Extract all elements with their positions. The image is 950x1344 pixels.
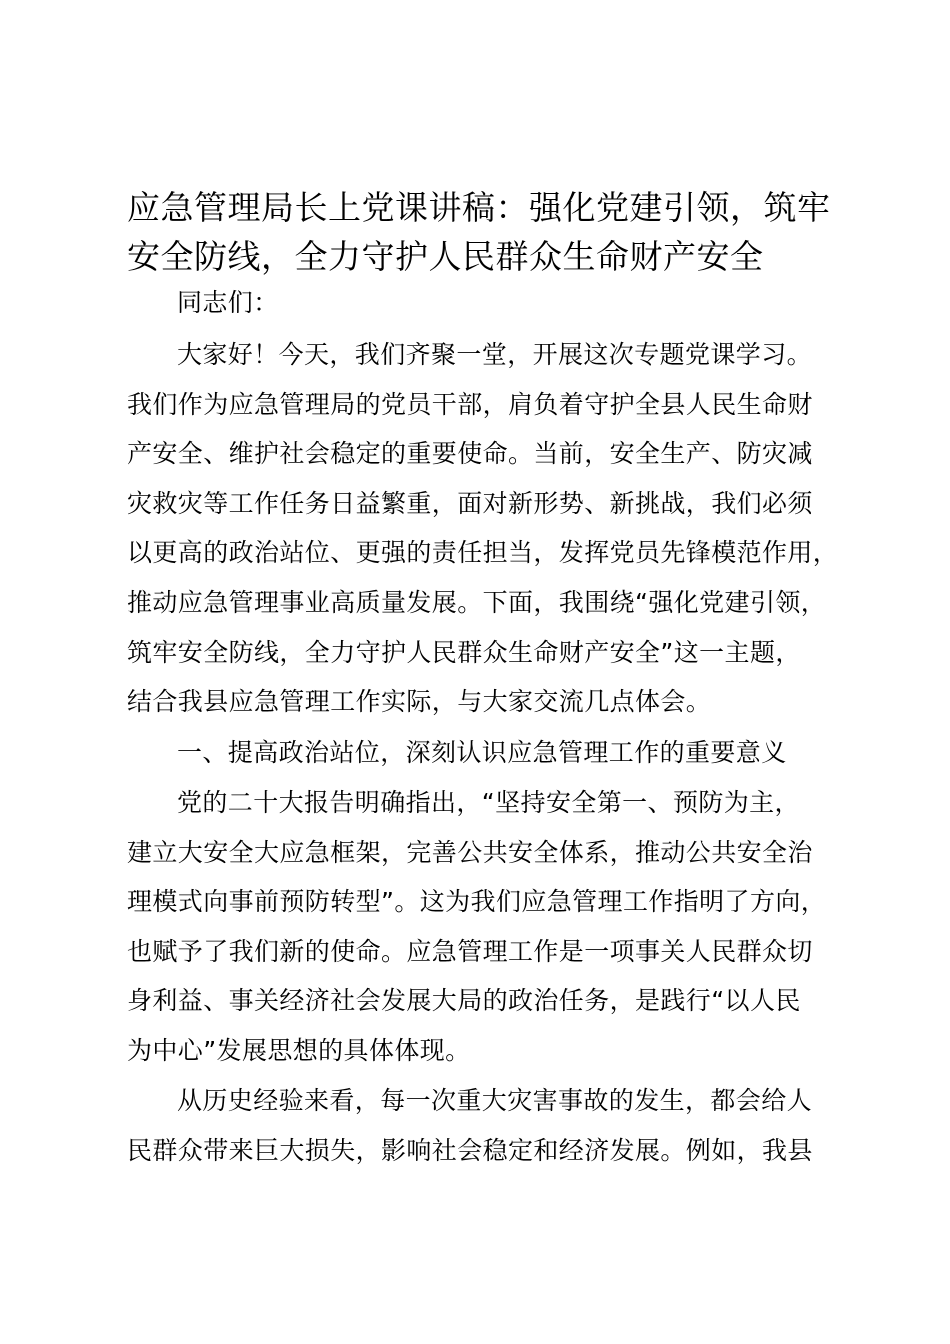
paragraph-line: 以更高的政治站位、更强的责任担当，发挥党员先锋模范作用， (127, 538, 839, 567)
paragraph-line: 为中心”发展思想的具体体现。 (127, 1036, 471, 1065)
paragraph-line: 建立大安全大应急框架，完善公共安全体系，推动公共安全治 (127, 838, 813, 867)
paragraph-line: 推动应急管理事业高质量发展。下面，我围绕“强化党建引领， (127, 588, 827, 617)
paragraph-line: 从历史经验来看，每一次重大灾害事故的发生，都会给人 (177, 1086, 813, 1115)
paragraph-line: 也赋予了我们新的使命。应急管理工作是一项事关人民群众切 (127, 937, 813, 966)
salutation: 同志们： (177, 288, 279, 317)
paragraph-line: 灾救灾等工作任务日益繁重，面对新形势、新挑战，我们必须 (127, 489, 813, 518)
paragraph-line: 身利益、事关经济社会发展大局的政治任务，是践行“以人民 (127, 986, 801, 1015)
paragraph-line: 结合我县应急管理工作实际，与大家交流几点体会。 (127, 687, 712, 716)
section-heading: 一、提高政治站位，深刻认识应急管理工作的重要意义 (177, 738, 787, 767)
paragraph-line: 产安全、维护社会稳定的重要使命。当前，安全生产、防灾减 (127, 439, 813, 468)
paragraph-line: 民群众带来巨大损失，影响社会稳定和经济发展。例如，我县 (127, 1136, 813, 1165)
document-title: 应急管理局长上党课讲稿：强化党建引领，筑牢安全防线，全力守护人民群众生命财产安全 (127, 188, 831, 276)
paragraph-line: 筑牢安全防线，全力守护人民群众生命财产安全”这一主题， (127, 638, 801, 667)
paragraph-line: 理模式向事前预防转型”。这为我们应急管理工作指明了方向， (127, 887, 827, 916)
paragraph-line: 党的二十大报告明确指出，“坚持安全第一、预防为主， (177, 788, 800, 817)
paragraph-line: 我们作为应急管理局的党员干部，肩负着守护全县人民生命财 (127, 390, 813, 419)
paragraph-line: 大家好！今天，我们齐聚一堂，开展这次专题党课学习。 (177, 340, 813, 369)
